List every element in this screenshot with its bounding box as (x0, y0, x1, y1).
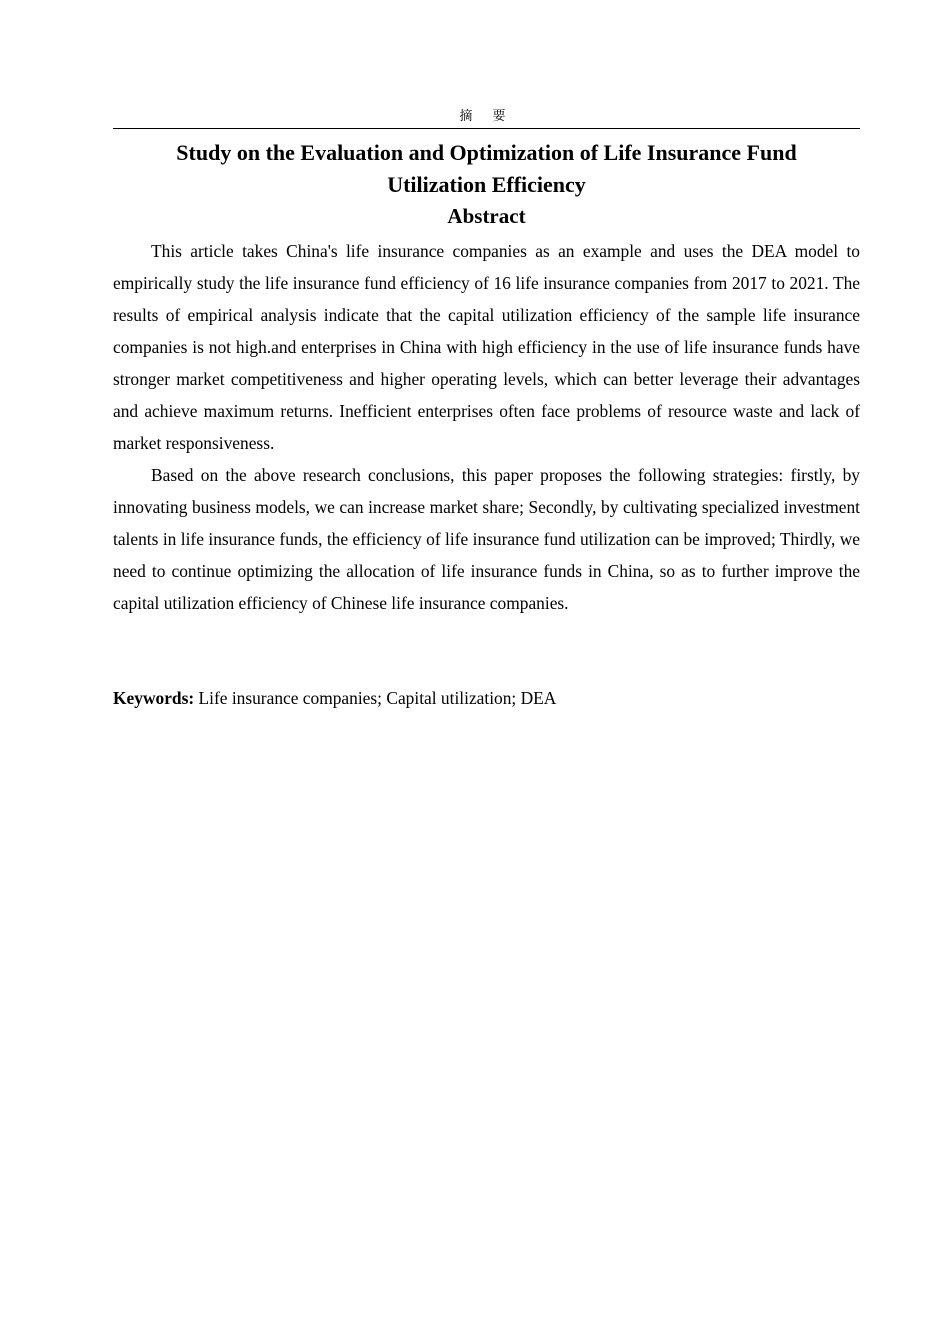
paper-title-line-1: Study on the Evaluation and Optimization of Life Insurance Fund (176, 140, 797, 165)
abstract-paragraph-1: This article takes China's life insurance companies as an example and uses the DEA model to empirically study the life insurance fund efficiency of 16 life insurance companies from 2017 to 2021. The results of empirical analysis indicate that the capital utilization efficiency of the sample life insurance companies is not high.and enterprises in China with high efficiency in the use of life insurance funds have stronger market competitiveness and higher operating levels, which can better leverage their advantages and achieve maximum returns. Inefficient enterprises often face problems of resource waste and lack of market responsiveness. (113, 241, 860, 453)
paper-title-line-2: Utilization Efficiency (387, 172, 586, 197)
abstract-paragraph-2: Based on the above research conclusions, this paper proposes the following strategies: firstly, by innovating business models, we can increase market share; Secondly, by cultivating specialized investment talents in life insurance funds, the efficiency of life insurance fund utilization can be improved; Thirdly, we need to continue optimizing the allocation of life insurance funds in China, so as to further improve the capital utilization efficiency of Chinese life insurance companies. (113, 465, 860, 613)
header-rule (113, 128, 860, 129)
keywords-value: Life insurance companies; Capital utilization; DEA (194, 688, 557, 708)
abstract-heading: Abstract (447, 204, 526, 228)
running-header: 摘 要 (459, 109, 514, 124)
title-block (113, 137, 860, 232)
keywords (113, 682, 860, 714)
keywords-label: Keywords: (113, 688, 195, 708)
abstract-body (113, 235, 860, 619)
